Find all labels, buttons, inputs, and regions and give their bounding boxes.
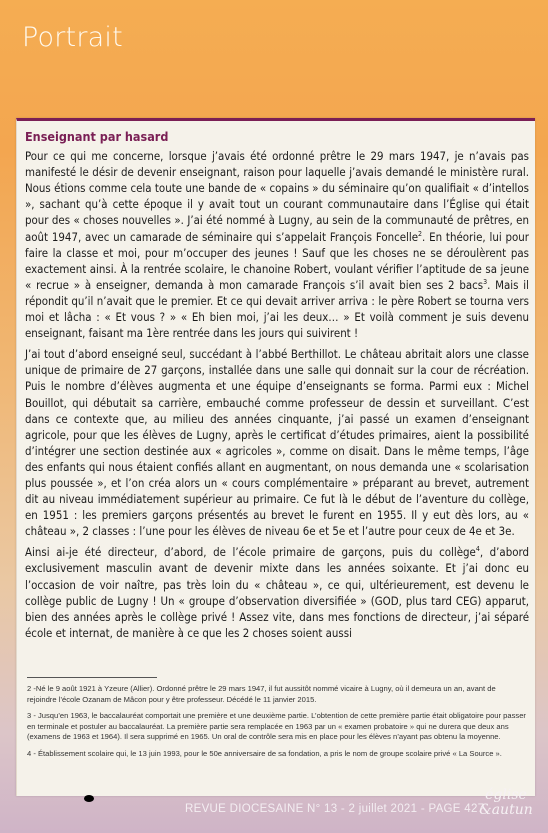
footnote-ref[interactable]: 4	[475, 545, 480, 554]
article-body	[25, 129, 529, 646]
section-title: Portrait	[22, 22, 123, 53]
paragraph-text: Ainsi ai-je été directeur, d’abord, de l’école primaire de garçons, puis du collège	[25, 545, 476, 560]
paragraph-2	[25, 346, 529, 539]
footnote-3: 3 - Jusqu’en 1963, le baccalauréat comportait une première et une deuxième partie. L’obtention de cette première partie était obligatoire pour passer en terminale et postuler au baccalauréat. La première partie sera remplacée en 1963 par un « examen probatoire » qui ne durera que deux ans (examens de 1963 et 1964). Il sera supprimé en 1965. Un oral de contrôle sera mis en place pour les élèves n’ayant pas obtenu la moyenne.	[27, 711, 526, 741]
footnotes	[27, 684, 527, 765]
paragraph-text: . Mais il répondit qu’il n’avait que le premier. Et ce qui devait arriver arriva : le père Robert se tourna vers moi et lâcha : « Et vous ? » « Eh bien moi, j’ai les deux… » Et voilà comment je suis devenu enseignant, faisant ma 1ère rentrée dans les jours qui suivirent !	[25, 277, 529, 341]
logo-text: &autun	[479, 802, 533, 818]
footnote-2: 2 -Né le 9 août 1921 à Yzeure (Allier). Ordonné prêtre le 29 mars 1947, il fut aussitôt nommé vicaire à Lugny, où il demeura un an, avant de rejoindre l’école Ozanam de Mâcon pour y être professeur. Décédé le 11 janvier 2015.	[27, 684, 496, 704]
paragraph-3	[25, 544, 529, 641]
paragraph-text: Pour ce qui me concerne, lorsque j’avais été ordonné prêtre le 29 mars 1947, je n’avais pas manifesté le désir de devenir enseignant, raison pour laquelle j’avais demandé le ministère rural. Nous étions comme cela toute une bande de « copains » du séminaire qu’on qualifiait « d’intellos », sachant qu’à cette époque il y avait tout un courant communautaire dans l’Église qui était pour des « choses nouvelles ». J’ai été nommé à Lugny, au sein de la communauté de prêtres, en août 1947, avec un camarade de séminaire qui s’appelait François Foncelle	[25, 149, 529, 244]
logo-text: église	[485, 787, 527, 803]
publisher-logo	[470, 788, 542, 824]
article-heading: Enseignant par hasard	[25, 129, 169, 144]
paragraph-text: , d’abord exclusivement masculin avant de devenir mixte dans les années soixante. Et j’ai donc eu l’occasion de voir naître, pas très loin du « château », ce qui, ultérieurement, est devenu le collège public de Lugny ! Un « groupe d’observation diversifiée » (GOD, plus tard CEG) apparut, bien des années après le collège privé ! Assez vite, dans mes fonctions de directeur, j’ai séparé école et internat, de manière à ce que les 2 choses soient aussi	[25, 545, 530, 640]
footnote-ref[interactable]: 3	[483, 278, 488, 287]
footnote-divider	[27, 677, 157, 678]
footnote-4: 4 - Établissement scolaire qui, le 13 juin 1993, pour le 50e anniversaire de sa fondation, a pris le nom de groupe scolaire privé « La Source ».	[27, 748, 502, 758]
paragraph-1	[25, 148, 529, 341]
ink-spot	[84, 795, 94, 802]
paragraph-text: J’ai tout d’abord enseigné seul, succédant à l’abbé Berthillot. Le château abritait alors une classe unique de primaire de 27 garçons, installée dans une salle qui donnait sur la cour de récréation. Puis le nombre d’élèves augmenta et une équipe d’enseignants se forma. Parmi eux : Michel Bouillot, qui débutait sa carrière, embauché comme professeur de dessin et surveillant. C’est dans ce contexte que, au milieu des années cinquante, j’ai passé un examen d’enseignant agricole, pour que les élèves de Lugny, après le certificat d’études primaires, aient la possibilité d’intégrer une section destinée aux « agricoles », comme on disait. Dans le même temps, l’âge des enfants qui nous étaient confiés allant en augmentant, on nous demanda une « scolarisation plus poussée », et l’on créa alors un « cours complémentaire » préparant au brevet, autrement dit au niveau immédiatement supérieur au primaire. Ce fut là le début de l’aventure du collège, en 1951 : les premiers garçons présentés au brevet le furent en 1955. Il y eut dès lors, au « château », 2 classes : l’une pour les élèves de niveau 6e et 5e et l’autre pour ceux de 4e et 3e.	[25, 347, 529, 539]
page-footer: REVUE DIOCESAINE N° 13 - 2 juillet 2021 - PAGE 427	[185, 803, 485, 815]
footnote-ref[interactable]: 2	[418, 229, 423, 238]
paragraph-text: . En théorie, lui pour faire la classe et moi, pour m’occuper des jeunes ! Sauf que les choses ne se déroulèrent pas exactement ainsi. À la rentrée scolaire, le chanoine Robert, voulant vérifier l’aptitude de sa jeune « recrue » à enseigner, demanda à mon camarade François s’il avait bien ses 2 bacs	[25, 229, 529, 292]
article-panel	[16, 118, 535, 796]
